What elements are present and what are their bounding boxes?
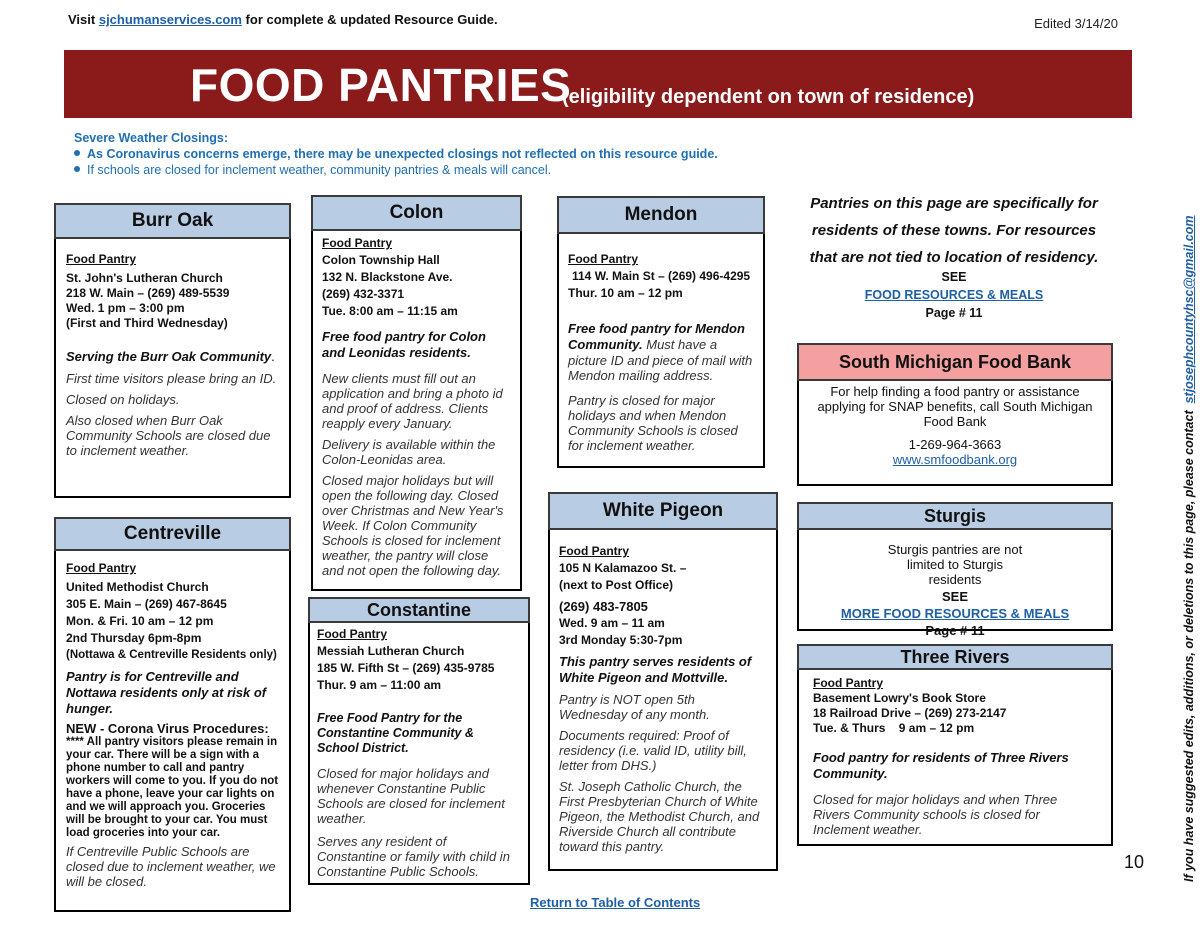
food-pantry-label: Food Pantry <box>322 236 393 250</box>
food-bank-header: South Michigan Food Bank <box>797 343 1113 381</box>
residency-text: Pantries on this page are specifically for residents of these towns. For resources that are not tied to location of residency. <box>809 195 1099 266</box>
hours-line: 2nd Thursday 6pm-8pm <box>66 631 202 645</box>
note: Pantry is NOT open 5th Wednesday of any month. <box>559 692 710 722</box>
page-reference: Page # 11 <box>925 623 985 638</box>
eligibility-note: This pantry serves residents of White Pigeon and Mottville. <box>559 654 752 685</box>
weather-heading: Severe Weather Closings: <box>74 131 228 145</box>
corona-text: **** All pantry visitors please remain in your car. There will be a sign with a phone number to call and pantry workers will come to you. If you do not have a phone, leave your car lights on and we will approach you. Groceries will be brought to your car. You must load groceries into your car. <box>66 736 279 839</box>
note: Documents required: Proof of residency (i.e. valid ID, utility bill, letter from DHS.) <box>559 728 747 773</box>
colon-box <box>311 222 522 591</box>
contact-email-link[interactable]: stjosephcountyhsc@gmail.com <box>1182 215 1196 404</box>
note: Serves any resident of Constantine or family with child in Constantine Public Schools. <box>317 834 510 879</box>
eligibility-note: Free Food Pantry for the Constantine Community & School District. <box>317 711 474 755</box>
mendon-header: Mendon <box>557 196 765 234</box>
weather-bullet: As Coronavirus concerns emerge, there may be unexpected closings not reflected on this resource guide. <box>74 146 718 162</box>
note: Closed on holidays. <box>66 392 180 407</box>
address-line: 218 W. Main – (269) 489-5539 <box>66 286 230 300</box>
food-pantry-label: Food Pantry <box>813 676 884 690</box>
centreville-box <box>54 545 291 912</box>
corona-heading: NEW - Corona Virus Procedures: <box>66 721 269 736</box>
visit-prefix: Visit <box>68 12 96 27</box>
serving-note: Serving the Burr Oak Community. <box>66 349 275 364</box>
food-bank-box <box>797 372 1113 486</box>
note: Also closed when Burr Oak Community Schools are closed due to inclement weather. <box>66 413 271 458</box>
eligibility-note: Pantry is for Centreville and Nottawa residents only at risk of hunger. <box>66 669 267 716</box>
food-resources-link[interactable]: FOOD RESOURCES & MEALS <box>864 288 1044 302</box>
weather-bullet: If schools are closed for inclement weather, community pantries & meals will cancel. <box>74 162 718 178</box>
weather-notice <box>74 130 718 178</box>
three-rivers-box <box>797 664 1113 846</box>
address-line: 105 N Kalamazoo St. – <box>559 561 687 575</box>
page-subtitle: (eligibility dependent on town of residence) <box>562 86 975 108</box>
note: Closed major holidays but will open the following day. Closed over Christmas and New Year's Week. If Colon Community Schools is closed for inclement weather, the pantry will close and not open the following day. <box>322 473 504 578</box>
bullet-icon <box>74 150 80 156</box>
hours-line: Tue. 8:00 am – 11:15 am <box>322 304 458 318</box>
burr-oak-box <box>54 230 291 498</box>
food-bank-phone: 1-269-964-3663 <box>908 437 1002 452</box>
mendon-box <box>557 230 765 468</box>
page-number: 10 <box>1124 852 1145 872</box>
address-line: (next to Post Office) <box>559 578 674 592</box>
eligibility-note: Food pantry for residents of Three Rivers Community. <box>813 750 1069 781</box>
hours-line: Tue. & Thurs 9 am – 12 pm <box>813 721 975 735</box>
page-title: FOOD PANTRIES <box>190 59 572 111</box>
phone-line: (269) 483-7805 <box>559 599 648 614</box>
visit-note <box>68 12 498 27</box>
food-pantry-label: Food Pantry <box>317 627 388 641</box>
hours-line: Thur. 10 am – 12 pm <box>568 286 683 300</box>
see-reference <box>798 268 1110 322</box>
centreville-header: Centreville <box>54 517 291 551</box>
eligibility-note: Free food pantry for Colon and Leonidas residents. <box>322 329 486 360</box>
address-line: Messiah Lutheran Church <box>317 644 465 658</box>
address-line: 18 Railroad Drive – (269) 273-2147 <box>813 706 1007 720</box>
food-bank-text: For help finding a food pantry or assistance applying for SNAP benefits, call South Michigan Food Bank <box>817 384 1093 429</box>
closed-note: If Centreville Public Schools are closed due to inclement weather, we will be closed. <box>66 844 276 889</box>
address-line: Colon Township Hall <box>322 253 440 267</box>
vertical-contact-note <box>1142 172 1196 882</box>
food-pantry-label: Food Pantry <box>66 561 137 575</box>
residency-info <box>798 190 1110 271</box>
note: Pantry is closed for major holidays and when Mendon Community Schools is closed for inclement weather. <box>568 393 738 453</box>
site-link[interactable]: sjchumanservices.com <box>98 12 242 27</box>
phone-line: (269) 432-3371 <box>322 287 405 301</box>
eligibility-note: Free food pantry for Mendon Community. Must have a picture ID and piece of mail with Mendon mailing address. <box>568 321 753 383</box>
visit-suffix: for complete & updated Resource Guide. <box>245 12 498 27</box>
colon-header: Colon <box>311 195 522 231</box>
food-pantry-label: Food Pantry <box>559 544 630 558</box>
table-of-contents-link[interactable]: Return to Table of Contents <box>530 895 701 910</box>
hours-line: Wed. 9 am – 11 am <box>559 616 665 630</box>
burr-oak-header: Burr Oak <box>54 203 291 239</box>
hours-line: (First and Third Wednesday) <box>66 316 228 330</box>
note: First time visitors please bring an ID. <box>66 371 277 386</box>
address-line: Basement Lowry's Book Store <box>813 691 986 705</box>
hours-line: Mon. & Fri. 10 am – 12 pm <box>66 614 214 628</box>
food-pantry-label: Food Pantry <box>568 252 639 266</box>
food-pantry-label: Food Pantry <box>66 252 137 266</box>
note: Closed for major holidays and when Three Rivers Community schools is closed for Inclement weather. <box>813 792 1058 837</box>
three-rivers-header: Three Rivers <box>797 644 1113 670</box>
hours-line: Wed. 1 pm – 3:00 pm <box>66 301 185 315</box>
hours-line: 3rd Monday 5:30-7pm <box>559 633 683 647</box>
constantine-header: Constantine <box>308 597 530 623</box>
address-line: 132 N. Blackstone Ave. <box>322 270 453 284</box>
more-food-resources-link[interactable]: MORE FOOD RESOURCES & MEALS <box>840 606 1070 621</box>
eligibility-line: (Nottawa & Centreville Residents only) <box>66 649 277 661</box>
note: St. Joseph Catholic Church, the First Presbyterian Church of White Pigeon, the Methodist Church, and Riverside Church all contribute toward this pantry. <box>559 779 760 854</box>
note: Delivery is available within the Colon-Leonidas area. <box>322 437 496 467</box>
note: New clients must fill out an application and bring a photo id and proof of address. Clients reapply every January. <box>322 371 503 431</box>
white-pigeon-header: White Pigeon <box>548 492 778 530</box>
see-label: SEE <box>941 270 967 284</box>
address-line: St. John's Lutheran Church <box>66 271 223 285</box>
address-line: 185 W. Fifth St – (269) 435-9785 <box>317 661 495 675</box>
contact-text: If you have suggested edits, additions, or deletions to this page, please contact stjosephcountyhsc@gmail.com <box>1182 215 1196 882</box>
title-banner <box>64 50 1132 118</box>
food-bank-link[interactable]: www.smfoodbank.org <box>892 452 1018 467</box>
page-reference: Page # 11 <box>925 306 983 320</box>
address-line: 305 E. Main – (269) 467-8645 <box>66 597 227 611</box>
hours-line: Thur. 9 am – 11:00 am <box>317 678 442 692</box>
bullet-icon <box>74 166 80 172</box>
edited-date: Edited 3/14/20 <box>1034 16 1118 31</box>
address-line: 114 W. Main St – (269) 496-4295 <box>572 269 751 283</box>
sturgis-header: Sturgis <box>797 502 1113 530</box>
constantine-box <box>308 617 530 885</box>
white-pigeon-box <box>548 528 778 871</box>
sturgis-text: Sturgis pantries are not limited to Sturgis residents <box>887 542 1023 587</box>
address-line: United Methodist Church <box>66 580 209 594</box>
see-label: SEE <box>941 589 968 604</box>
note: Closed for major holidays and whenever Constantine Public Schools are closed for inclement weather. <box>317 766 505 826</box>
sturgis-box <box>797 527 1113 638</box>
